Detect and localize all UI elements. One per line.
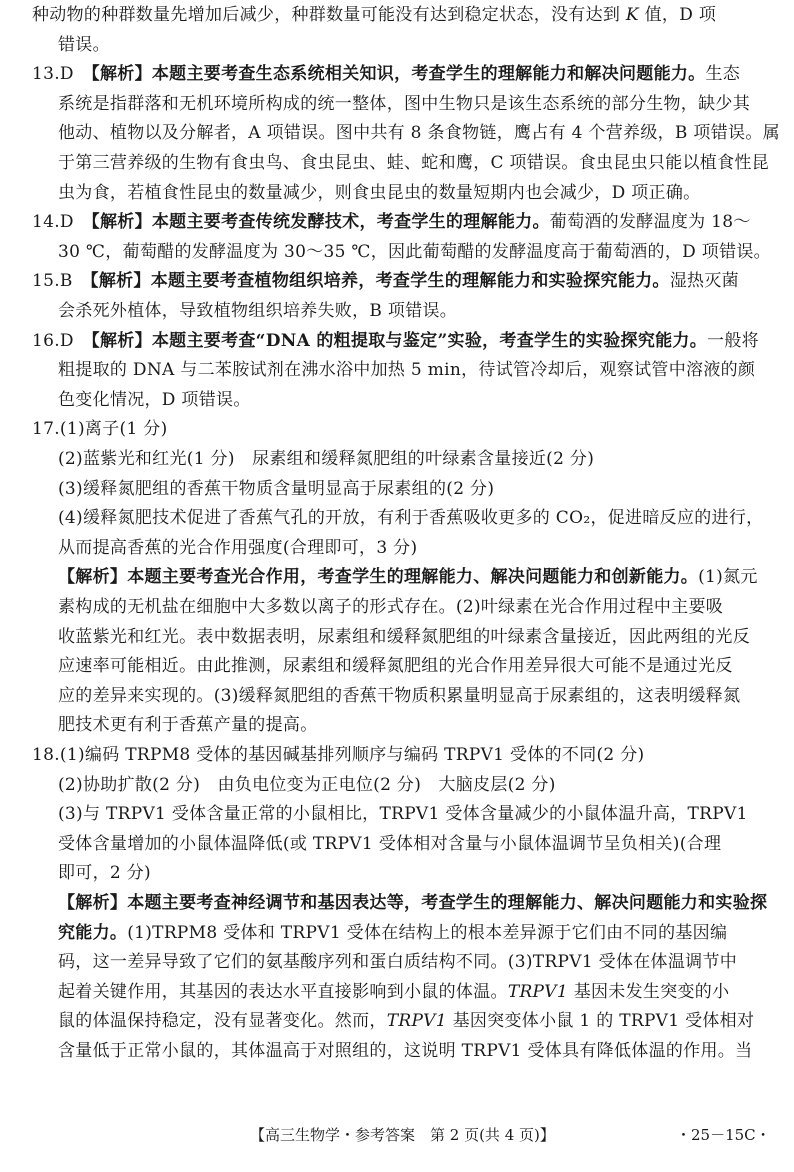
- text-segment: 【解析】本题主要考查神经调节和基因表达等，考查学生的理解能力、解决问题能力和实验探: [58, 893, 768, 913]
- text-segment: 【解析】本题主要考查光合作用，考查学生的理解能力、解决问题能力和创新能力。: [58, 567, 699, 588]
- text-segment: (1)TRPM8 受体和 TRPV1 受体在结构上的根本差异源于它们由不同的基因编: [127, 922, 728, 943]
- text-segment: 含量低于正常小鼠的，其体温高于对照组的，这说明 TRPV1 受体具有降低体温的作用。当: [58, 1041, 753, 1061]
- text-segment: 18.(1)编码 TRPM8 受体的基因碱基排列顺序与编码 TRPV1 受体的不同(2 分): [32, 745, 645, 765]
- text-segment: 一般将: [707, 330, 759, 351]
- text-line: [58, 624, 750, 650]
- text-line: [58, 1008, 754, 1034]
- text-line: [32, 742, 644, 768]
- text-segment: 16.D: [32, 330, 92, 351]
- text-line: [58, 91, 750, 117]
- text-line: [58, 772, 556, 798]
- text-segment: 生态: [705, 64, 741, 85]
- text-segment: 基因突变体小鼠 1 的 TRPV1 受体相对: [446, 1011, 755, 1032]
- text-line: [58, 801, 748, 827]
- text-segment: 湿热灭菌: [669, 271, 739, 292]
- text-line: [58, 180, 700, 206]
- text-segment: (2)蓝紫光和红光(1 分) 尿素组和缓释氮肥组的叶绿素含量接近(2 分): [58, 449, 595, 469]
- text-line: [58, 653, 733, 679]
- text-segment: 受体含量增加的小鼠体温降低(或 TRPV1 受体相对含量与小鼠体温调节呈负相关)(合理: [58, 833, 722, 854]
- text-segment: 究能力。: [58, 922, 128, 943]
- text-line: [58, 357, 755, 383]
- text-line: [58, 712, 318, 738]
- text-segment: 从而提高香蕉的光合作用强度(合理即可，3 分): [58, 537, 418, 558]
- text-segment: (2)协助扩散(2 分) 由负电位变为正电位(2 分) 大脑皮层(2 分): [58, 774, 556, 795]
- text-line: [58, 239, 771, 265]
- text-line: [32, 416, 168, 442]
- text-segment: 14.D: [32, 212, 92, 233]
- text-line: [32, 268, 739, 294]
- text-line: [58, 535, 417, 561]
- text-line: [58, 831, 721, 857]
- text-segment: 15.B: [32, 271, 91, 292]
- text-line: [58, 387, 251, 413]
- text-segment: 值，D 项: [638, 5, 717, 25]
- text-segment: 粗提取的 DNA 与二苯胺试剂在沸水浴中加热 5 min，待试管冷却后，观察试管中溶液的颜: [58, 360, 756, 381]
- text-segment: 素构成的无机盐在细胞中大多数以离子的形式存在。(2)叶绿素在光合作用过程中主要吸: [58, 597, 724, 617]
- text-line: [32, 2, 716, 28]
- text-line: [58, 150, 769, 176]
- text-segment: TRPV1: [386, 1011, 447, 1032]
- text-line: [58, 890, 767, 916]
- text-line: [58, 120, 780, 146]
- text-segment: K: [625, 5, 639, 25]
- text-line: [58, 979, 729, 1005]
- text-line: [58, 505, 763, 531]
- text-segment: 码，这一差异导致了它们的氨基酸序列和蛋白质结构不同。(3)TRPV1 受体在体温调节中: [58, 952, 738, 973]
- text-segment: 基因未发生突变的小: [567, 981, 730, 1002]
- text-segment: (1)氮元: [698, 567, 758, 588]
- text-line: [32, 61, 740, 87]
- text-segment: 于第三营养级的生物有食虫鸟、食虫昆虫、蛙、蛇和鹰，C 项错误。食虫昆虫只能以植食性昆: [58, 153, 770, 173]
- text-segment: 13.D: [32, 64, 92, 85]
- text-segment: 会杀死外植体，导致植物组织培养失败，B 项错误。: [58, 301, 458, 321]
- text-segment: 【解析】本题主要考查传统发酵技术，考查学生的理解能力。: [91, 212, 550, 233]
- text-segment: 色变化情况，D 项错误。: [58, 389, 251, 410]
- text-segment: 30 ℃，葡萄醋的发酵温度为 30～35 ℃，因此葡萄醋的发酵温度高于葡萄酒的，D 项错误。: [58, 241, 771, 262]
- footer-code: ・25－15C・: [676, 1126, 771, 1144]
- text-segment: 错误。: [58, 34, 110, 55]
- text-segment: 【解析】本题主要考查生态系统相关知识，考查学生的理解能力和解决问题能力。: [91, 64, 706, 85]
- text-line: [58, 949, 737, 975]
- text-line: [32, 209, 751, 235]
- text-segment: 17.(1)离子(1 分): [32, 419, 168, 440]
- text-segment: 他动、植物以及分解者，A 项错误。图中共有 8 条食物链，鹰占有 4 个营养级，B 项错误。属: [58, 123, 780, 144]
- text-line: [58, 446, 594, 472]
- text-segment: 肥技术更有利于香蕉产量的提高。: [58, 715, 318, 736]
- text-segment: 葡萄酒的发酵温度为 18～: [549, 212, 751, 233]
- text-segment: 【解析】本题主要考查植物组织培养，考查学生的理解能力和实验探究能力。: [90, 271, 670, 292]
- text-segment: 种动物的种群数量先增加后减少，种群数量可能没有达到稳定状态，没有达到: [32, 5, 626, 25]
- text-line: [58, 564, 758, 590]
- text-segment: (3)与 TRPV1 受体含量正常的小鼠相比，TRPV1 受体含量减少的小鼠体温升高，TRPV1: [58, 804, 748, 825]
- text-segment: 应的差异来实现的。(3)缓释氮肥组的香蕉干物质积累量明显高于尿素组的，这表明缓释氮: [58, 685, 741, 706]
- text-line: [58, 920, 727, 946]
- text-segment: TRPV1: [507, 981, 568, 1002]
- text-segment: 收蓝紫光和红光。表中数据表明，尿素组和缓释氮肥组的叶绿素含量接近，因此两组的光反: [58, 626, 750, 647]
- text-line: [58, 683, 740, 709]
- text-segment: (4)缓释氮肥技术促进了香蕉气孔的开放，有利于香蕉吸收更多的 CO₂，促进暗反应的进行，: [58, 508, 764, 529]
- text-line: [58, 1038, 752, 1064]
- text-line: [58, 476, 494, 502]
- footer-page-info: 【高三生物学・参考答案 第 2 页(共 4 页)】: [250, 1126, 555, 1144]
- text-segment: 起着关键作用，其基因的表达水平直接影响到小鼠的体温。: [58, 981, 508, 1002]
- text-segment: 系统是指群落和无机环境所构成的统一整体，图中生物只是该生态系统的部分生物，缺少其: [58, 93, 750, 114]
- text-segment: 应速率可能相近。由此推测，尿素组和缓释氮肥组的光合作用差异很大可能不是通过光反: [58, 656, 733, 677]
- text-line: [32, 328, 759, 354]
- text-segment: 鼠的体温保持稳定，没有显著变化。然而，: [58, 1011, 387, 1032]
- text-line: [58, 298, 457, 324]
- text-line: [58, 594, 723, 620]
- text-segment: 【解析】本题主要考查“DNA 的粗提取与鉴定”实验，考查学生的实验探究能力。: [91, 330, 708, 351]
- text-segment: 虫为食，若植食性昆虫的数量减少，则食虫昆虫的数量短期内也会减少，D 项正确。: [58, 182, 701, 203]
- text-segment: 即可，2 分): [58, 863, 151, 884]
- text-segment: (3)缓释氮肥组的香蕉干物质含量明显高于尿素组的(2 分): [58, 478, 495, 499]
- text-line: [58, 32, 110, 58]
- text-line: [58, 860, 151, 886]
